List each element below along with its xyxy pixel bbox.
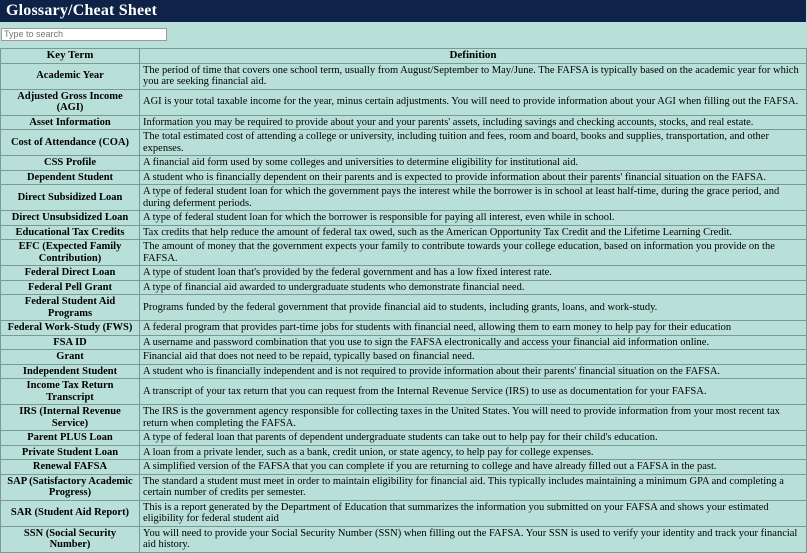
- term-cell: Dependent Student: [1, 170, 140, 185]
- search-row: [0, 22, 806, 42]
- definition-cell: The amount of money that the government expects your family to contribute towards your college education, based on information you provide on the FAFSA.: [140, 240, 807, 266]
- term-cell: Grant: [1, 350, 140, 365]
- table-row: [1, 185, 807, 211]
- table-row: [1, 295, 807, 321]
- term-cell: Academic Year: [1, 63, 140, 89]
- page-title: Glossary/Cheat Sheet: [6, 2, 158, 19]
- term-cell: Federal Pell Grant: [1, 280, 140, 295]
- term-cell: SSN (Social Security Number): [1, 526, 140, 552]
- term-cell: Adjusted Gross Income (AGI): [1, 89, 140, 115]
- table-body: [1, 63, 807, 552]
- window-title-bar: [0, 0, 806, 22]
- search-input[interactable]: [1, 28, 167, 41]
- table-row: [1, 445, 807, 460]
- definition-cell: A loan from a private lender, such as a bank, credit union, or state agency, to help pay for college expenses.: [140, 445, 807, 460]
- term-cell: Renewal FAFSA: [1, 460, 140, 475]
- term-cell: Income Tax Return Transcript: [1, 379, 140, 405]
- term-cell: EFC (Expected Family Contribution): [1, 240, 140, 266]
- definition-cell: The standard a student must meet in order to maintain eligibility for financial aid. This typically includes maintaining a minimum GPA and completing a certain number of credits per semester.: [140, 474, 807, 500]
- definition-cell: The period of time that covers one school term, usually from August/September to May/June. The FAFSA is typically based on the academic year for which you are seeking financial aid.: [140, 63, 807, 89]
- definition-cell: AGI is your total taxable income for the year, minus certain adjustments. You will need to provide information about your AGI when filling out the FAFSA.: [140, 89, 807, 115]
- table-row: [1, 63, 807, 89]
- table-row: [1, 379, 807, 405]
- table-row: [1, 431, 807, 446]
- table-row: [1, 130, 807, 156]
- table-row: [1, 405, 807, 431]
- table-row: [1, 170, 807, 185]
- table-row: [1, 89, 807, 115]
- definition-cell: A username and password combination that you use to sign the FAFSA electronically and access your financial aid information online.: [140, 335, 807, 350]
- definition-cell: Tax credits that help reduce the amount of federal tax owed, such as the American Opportunity Tax Credit and the Lifetime Learning Credit.: [140, 225, 807, 240]
- table-row: [1, 115, 807, 130]
- table-row: [1, 474, 807, 500]
- term-cell: SAP (Satisfactory Academic Progress): [1, 474, 140, 500]
- table-row: [1, 364, 807, 379]
- definition-cell: A financial aid form used by some colleges and universities to determine eligibility for institutional aid.: [140, 156, 807, 171]
- table-row: [1, 211, 807, 226]
- definition-cell: A type of federal student loan for which the borrower is responsible for paying all interest, even while in school.: [140, 211, 807, 226]
- definition-cell: You will need to provide your Social Security Number (SSN) when filling out the FAFSA. Your SSN is used to verify your identity and track your financial aid history.: [140, 526, 807, 552]
- table-row: [1, 156, 807, 171]
- definition-cell: A student who is financially independent and is not required to provide information about their parents' financial situation on the FAFSA.: [140, 364, 807, 379]
- term-cell: FSA ID: [1, 335, 140, 350]
- table-row: [1, 266, 807, 281]
- definition-cell: Programs funded by the federal government that provide financial aid to students, including grants, loans, and work-study.: [140, 295, 807, 321]
- term-cell: Private Student Loan: [1, 445, 140, 460]
- term-cell: CSS Profile: [1, 156, 140, 171]
- term-cell: Direct Unsubsidized Loan: [1, 211, 140, 226]
- definition-cell: The total estimated cost of attending a college or university, including tuition and fees, room and board, books and supplies, transportation, and other expenses.: [140, 130, 807, 156]
- table-row: [1, 225, 807, 240]
- definition-cell: A simplified version of the FAFSA that you can complete if you are returning to college and have already filled out a FAFSA in the past.: [140, 460, 807, 475]
- term-cell: IRS (Internal Revenue Service): [1, 405, 140, 431]
- table-header-row: [1, 49, 807, 64]
- table-row: [1, 280, 807, 295]
- definition-cell: Information you may be required to provide about your and your parents' assets, including savings and checking accounts, stocks, and real estate.: [140, 115, 807, 130]
- term-cell: Direct Subsidized Loan: [1, 185, 140, 211]
- term-cell: Parent PLUS Loan: [1, 431, 140, 446]
- term-cell: Cost of Attendance (COA): [1, 130, 140, 156]
- definition-cell: A student who is financially dependent on their parents and is expected to provide information about their parents' financial situation on the FAFSA.: [140, 170, 807, 185]
- term-cell: Federal Student Aid Programs: [1, 295, 140, 321]
- table-row: [1, 321, 807, 336]
- definition-cell: A type of federal loan that parents of dependent undergraduate students can take out to help pay for their child's education.: [140, 431, 807, 446]
- definition-cell: A federal program that provides part-time jobs for students with financial need, allowing them to earn money to help pay for their education: [140, 321, 807, 336]
- table-row: [1, 350, 807, 365]
- table-row: [1, 460, 807, 475]
- term-cell: Federal Work-Study (FWS): [1, 321, 140, 336]
- table-row: [1, 500, 807, 526]
- column-header-definition: Definition: [140, 49, 807, 64]
- definition-cell: A type of federal student loan for which the government pays the interest while the borrower is in school at least half-time, during the grace period, and during deferment periods.: [140, 185, 807, 211]
- definition-cell: Financial aid that does not need to be repaid, typically based on financial need.: [140, 350, 807, 365]
- term-cell: SAR (Student Aid Report): [1, 500, 140, 526]
- term-cell: Federal Direct Loan: [1, 266, 140, 281]
- term-cell: Independent Student: [1, 364, 140, 379]
- table-row: [1, 240, 807, 266]
- definition-cell: A transcript of your tax return that you can request from the Internal Revenue Service (IRS) to use as documentation for your FAFSA.: [140, 379, 807, 405]
- table-row: [1, 526, 807, 552]
- term-cell: Educational Tax Credits: [1, 225, 140, 240]
- definition-cell: A type of financial aid awarded to undergraduate students who demonstrate financial need.: [140, 280, 807, 295]
- glossary-table: [0, 48, 807, 553]
- term-cell: Asset Information: [1, 115, 140, 130]
- definition-cell: A type of student loan that's provided by the federal government and has a low fixed interest rate.: [140, 266, 807, 281]
- table-row: [1, 335, 807, 350]
- column-header-key-term: Key Term: [1, 49, 140, 64]
- definition-cell: This is a report generated by the Department of Education that summarizes the information you submitted on your FAFSA and shows your estimated eligibility for federal student aid: [140, 500, 807, 526]
- definition-cell: The IRS is the government agency responsible for collecting taxes in the United States. You will need to provide information from your most recent tax return when completing the FAFSA.: [140, 405, 807, 431]
